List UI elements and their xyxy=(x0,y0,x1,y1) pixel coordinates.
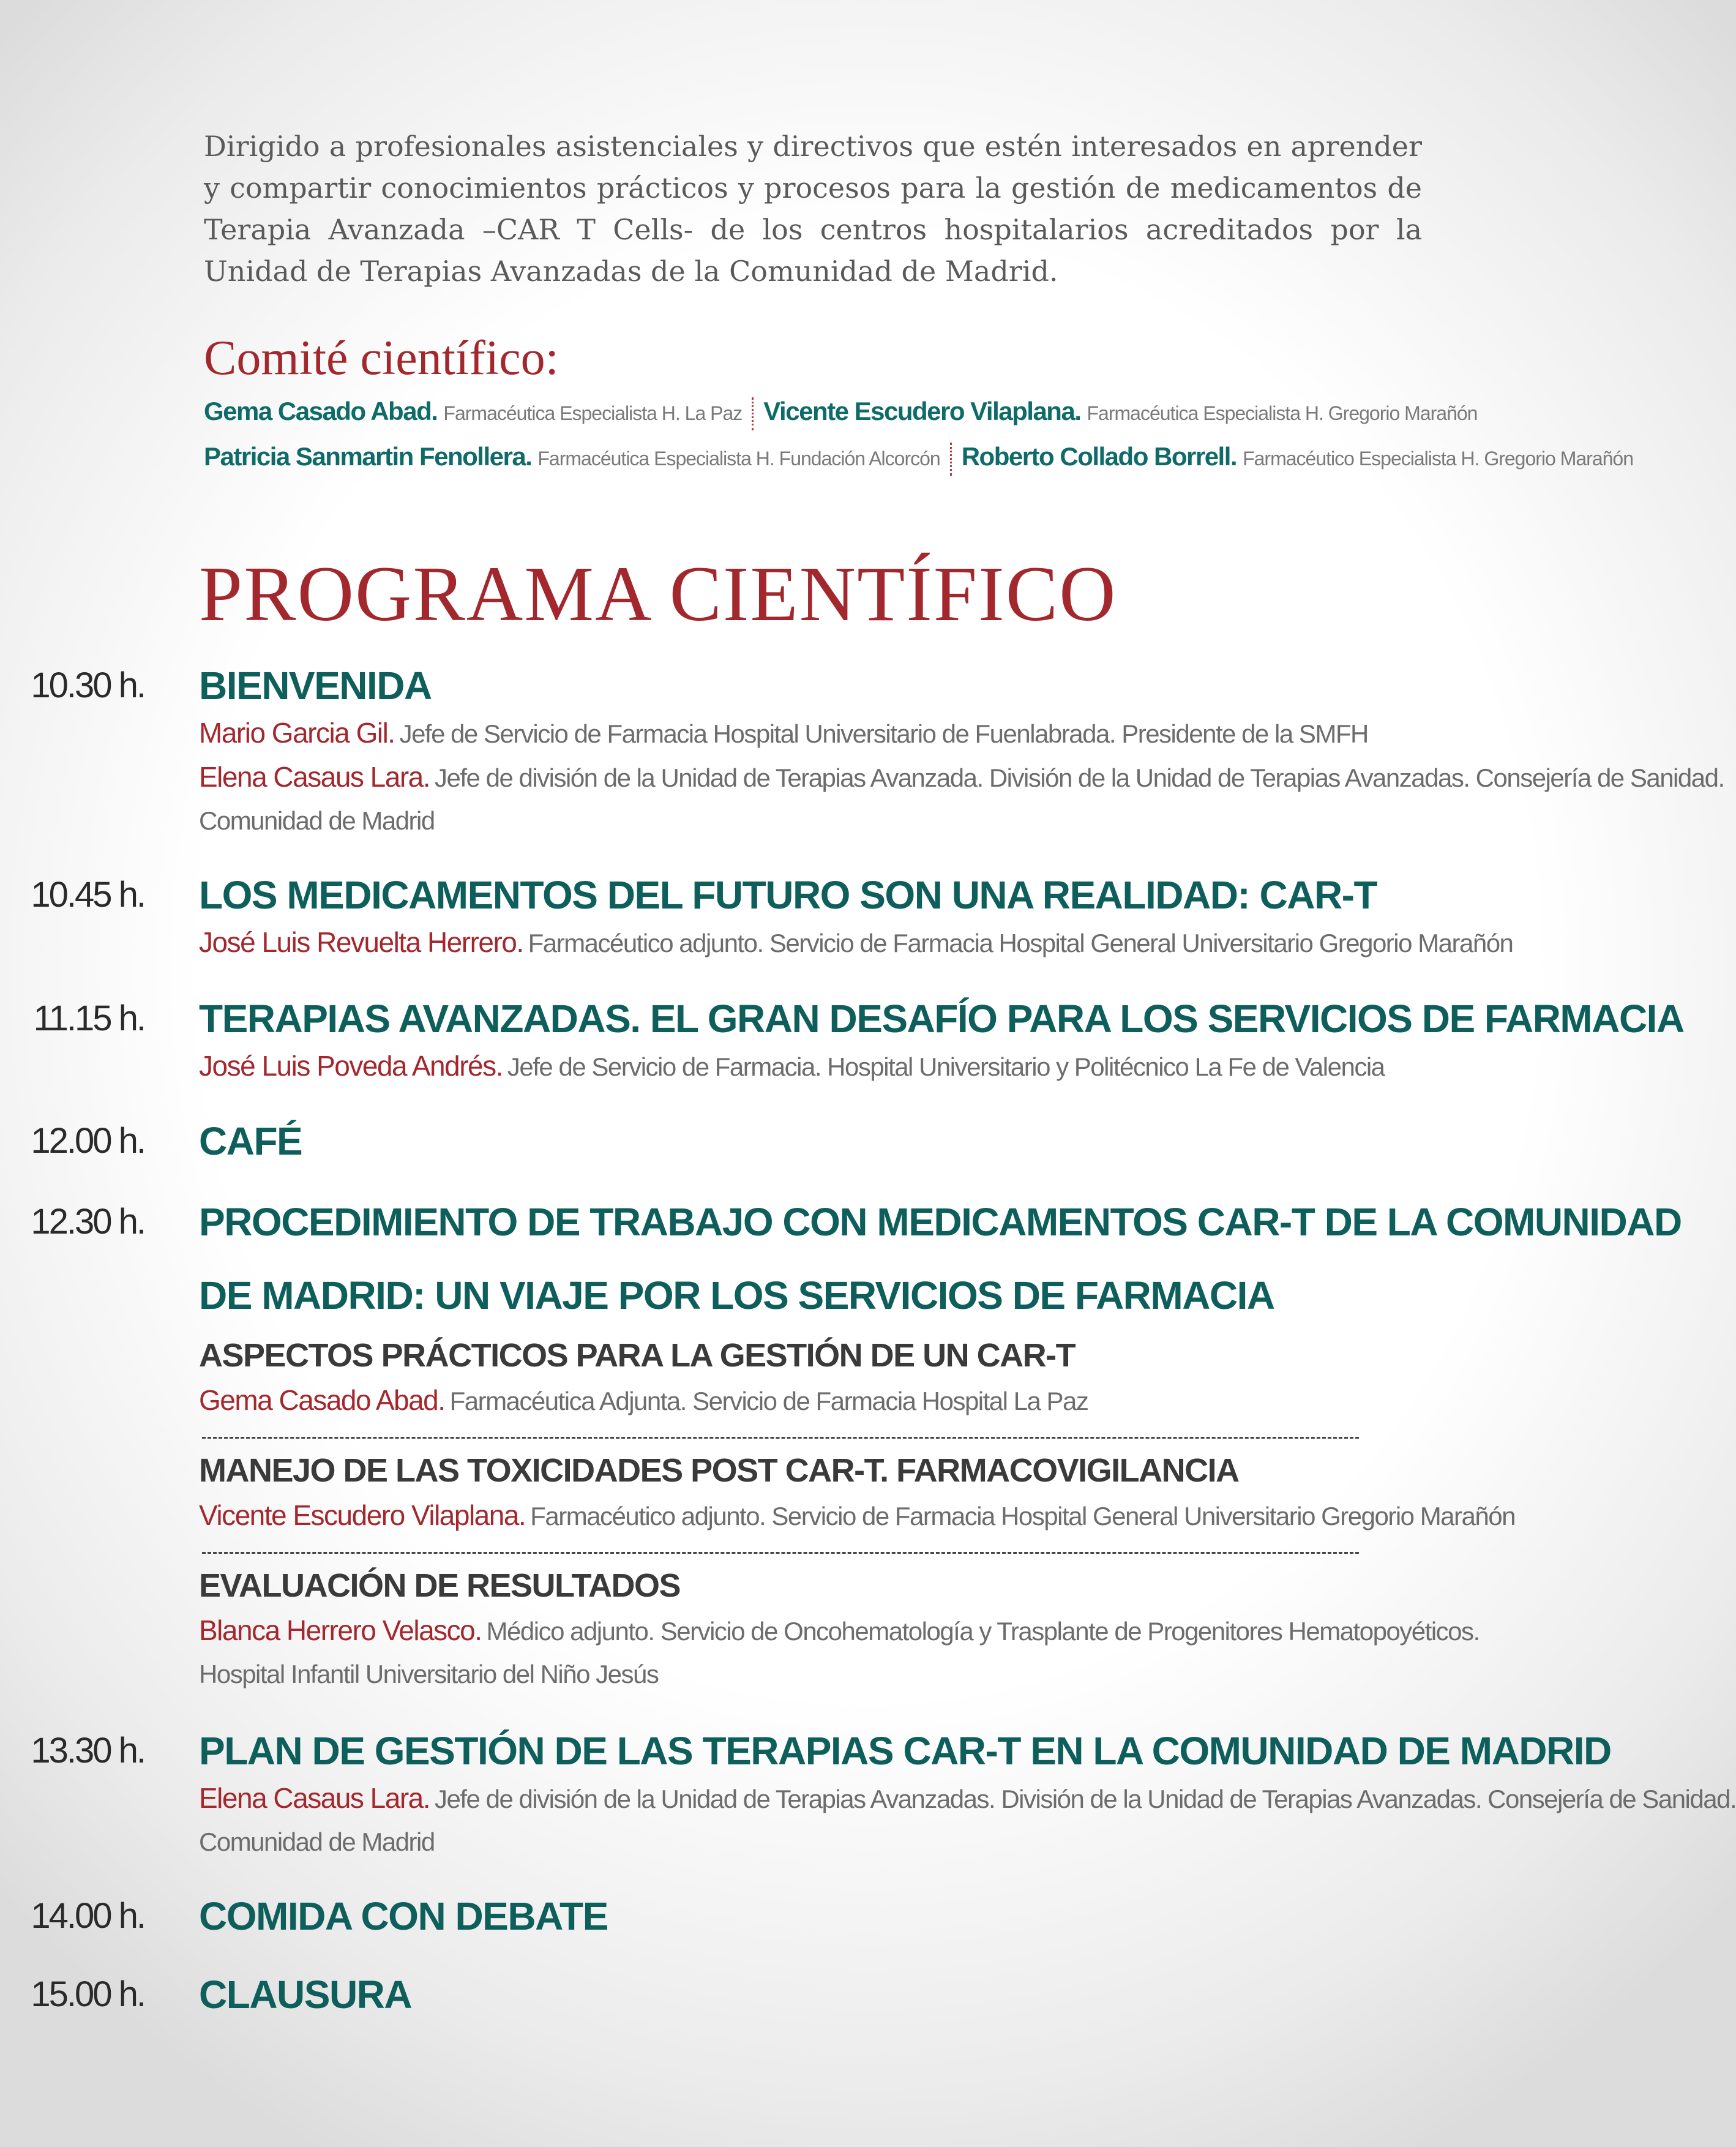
session-title: PLAN DE GESTIÓN DE LAS TERAPIAS CAR-T EN LA COMUNIDAD DE MADRID xyxy=(199,1729,1611,1773)
session-time: 12.00 h. xyxy=(31,1121,144,1161)
speaker-line xyxy=(199,1609,1497,1653)
speaker-line xyxy=(199,1494,1515,1538)
speaker-role: Jefe de división de la Unidad de Terapias Avanzada. División de la Unidad de Terapias Avanzadas. Consejería de Sanidad. xyxy=(435,763,1724,792)
speaker-role: Médico adjunto. Servicio de Oncohematología y Trasplante de Progenitores Hematopoyéticos. xyxy=(486,1617,1480,1646)
speaker-role-continuation: Comunidad de Madrid xyxy=(199,1827,435,1856)
speaker-name: José Luis Revuelta Herrero. xyxy=(199,926,523,958)
speaker-line xyxy=(199,711,1497,755)
speaker-name: Blanca Herrero Velasco. xyxy=(199,1614,482,1646)
speaker-role: Farmacéutico adjunto. Servicio de Farmacia Hospital General Universitario Gregorio Marañón xyxy=(528,929,1513,957)
programa-title: PROGRAMA CIENTÍFICO xyxy=(199,550,1117,637)
comite-member-name: Vicente Escudero Vilaplana. xyxy=(763,397,1081,425)
subtopic-divider xyxy=(202,1552,1359,1554)
session-time: 11.15 h. xyxy=(33,999,144,1038)
session-time: 10.30 h. xyxy=(31,665,144,705)
speaker-line xyxy=(199,1777,1736,1821)
speaker-role: Jefe de Servicio de Farmacia. Hospital Universitario y Politécnico La Fe de Valencia xyxy=(507,1052,1385,1081)
subtopic-title: MANEJO DE LAS TOXICIDADES POST CAR-T. FARMACOVIGILANCIA xyxy=(199,1452,1239,1489)
speaker-role-continuation: Hospital Infantil Universitario del Niño Jesús xyxy=(199,1660,659,1688)
speaker-name: José Luis Poveda Andrés. xyxy=(199,1050,503,1082)
session-title: PROCEDIMIENTO DE TRABAJO CON MEDICAMENTOS CAR-T DE LA COMUNIDAD xyxy=(199,1200,1682,1244)
comite-row xyxy=(204,397,1477,431)
speaker-line xyxy=(199,1379,1497,1423)
subtopic-title: EVALUACIÓN DE RESULTADOS xyxy=(199,1567,681,1604)
comite-member-role: Farmacéutico Especialista H. Gregorio Marañón xyxy=(1243,448,1634,470)
session-time: 10.45 h. xyxy=(31,875,144,915)
session-title: LOS MEDICAMENTOS DEL FUTURO SON UNA REALIDAD: CAR-T xyxy=(199,873,1377,917)
session-time: 12.30 h. xyxy=(31,1202,144,1242)
intro-paragraph: Dirigido a profesionales asistenciales y directivos que estén interesados en aprender y compartir conocimientos prácticos y procesos para la gestión de medicamentos de Terapia Avanzada –CAR T Cells- de los centros hospitalarios acreditados por la Unidad de Terapias Avanzadas de la Comunidad de Madrid. xyxy=(204,130,1422,288)
subtopic-title: ASPECTOS PRÁCTICOS PARA LA GESTIÓN DE UN CAR-T xyxy=(199,1337,1076,1374)
speaker-name: Elena Casaus Lara. xyxy=(199,1782,430,1814)
session-time: 15.00 h. xyxy=(31,1974,144,2014)
comite-member-name: Patricia Sanmartin Fenollera. xyxy=(204,442,532,471)
comite-member-role: Farmacéutica Especialista H. La Paz xyxy=(443,402,743,424)
speaker-line xyxy=(199,921,1513,965)
session-title: BIENVENIDA xyxy=(199,664,432,708)
comite-member-name: Roberto Collado Borrell. xyxy=(961,442,1237,471)
session-time: 13.30 h. xyxy=(31,1731,144,1770)
subtopic-divider xyxy=(202,1437,1359,1439)
session-title: CAFÉ xyxy=(199,1119,302,1163)
comite-separator xyxy=(950,443,952,476)
speaker-role: Jefe de Servicio de Farmacia Hospital Universitario de Fuenlabrada. Presidente de la SMFH xyxy=(399,719,1368,748)
speaker-role-continuation: Comunidad de Madrid xyxy=(199,806,435,835)
speaker-role: Farmacéutico adjunto. Servicio de Farmacia Hospital General Universitario Gregorio Marañón xyxy=(530,1502,1515,1531)
speaker-name: Gema Casado Abad. xyxy=(199,1384,445,1416)
comite-separator xyxy=(752,397,754,430)
speaker-name: Elena Casaus Lara. xyxy=(199,761,430,793)
session-title: DE MADRID: UN VIAJE POR LOS SERVICIOS DE FARMACIA xyxy=(199,1273,1274,1317)
comite-row xyxy=(204,442,1633,476)
session-title: CLAUSURA xyxy=(199,1973,412,2017)
speaker-role: Jefe de división de la Unidad de Terapias Avanzadas. División de la Unidad de Terapias Avanzadas. Consejería de Sanidad. xyxy=(435,1785,1736,1813)
session-title: TERAPIAS AVANZADAS. EL GRAN DESAFÍO PARA LOS SERVICIOS DE FARMACIA xyxy=(199,997,1684,1041)
speaker-role: Farmacéutica Adjunta. Servicio de Farmacia Hospital La Paz xyxy=(449,1387,1088,1415)
speaker-name: Vicente Escudero Vilaplana. xyxy=(199,1499,526,1531)
speaker-line xyxy=(199,1044,1497,1088)
speaker-name: Mario Garcia Gil. xyxy=(199,717,395,749)
session-time: 14.00 h. xyxy=(31,1896,144,1936)
comite-member-name: Gema Casado Abad. xyxy=(204,397,438,425)
comite-title: Comité científico: xyxy=(204,331,559,385)
session-title: COMIDA CON DEBATE xyxy=(199,1894,608,1938)
speaker-line xyxy=(199,755,1724,800)
comite-member-role: Farmacéutica Especialista H. Fundación Alcorcón xyxy=(537,448,940,470)
comite-member-role: Farmacéutica Especialista H. Gregorio Marañón xyxy=(1087,402,1478,424)
